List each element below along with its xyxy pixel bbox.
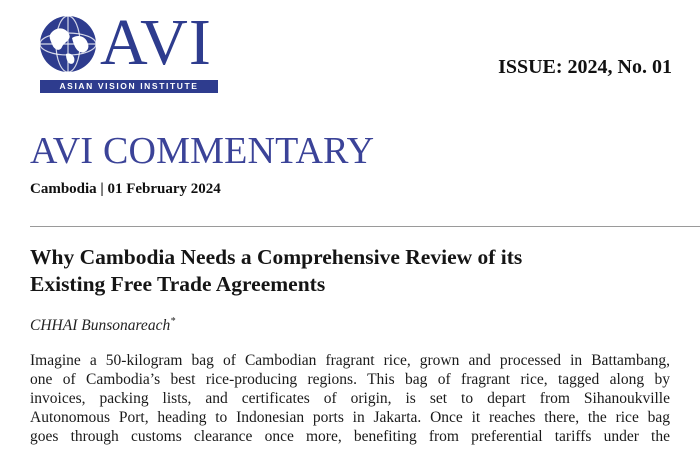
article-title <box>30 244 660 298</box>
author-name: CHHAI Bunsonareach <box>30 317 171 335</box>
body-line: Imagine a 50-kilogram bag of Cambodian fragrant rice, grown and processed in Battambang, <box>30 352 670 369</box>
article-title-line: Existing Free Trade Agreements <box>30 272 326 296</box>
avi-logo[interactable] <box>38 6 220 98</box>
author-footnote-mark[interactable]: * <box>170 316 176 327</box>
article-body <box>30 351 670 446</box>
logo-wordmark: AVI <box>100 6 212 79</box>
article-title-line: Why Cambodia Needs a Comprehensive Review of its <box>30 245 523 269</box>
body-line: goes through customs clearance once more, benefiting from preferential tariffs under the <box>30 428 670 445</box>
dateline: Cambodia | 01 February 2024 <box>30 181 221 197</box>
body-line: one of Cambodia’s best rice-producing regions. This bag of fragrant rice, tagged along by <box>30 371 670 388</box>
series-title: AVI COMMENTARY <box>30 130 375 172</box>
issue-number: ISSUE: 2024, No. 01 <box>498 56 672 78</box>
globe-icon <box>38 14 98 74</box>
body-line: invoices, packing lists, and certificates of origin, is set to depart from Sihanoukville <box>30 390 670 407</box>
body-line: Autonomous Port, heading to Indonesian ports in Jakarta. Once it reaches there, the rice bag <box>30 409 670 426</box>
logo-tagline: ASIAN VISION INSTITUTE <box>40 80 218 93</box>
author-byline <box>30 316 175 335</box>
section-divider <box>30 226 700 227</box>
